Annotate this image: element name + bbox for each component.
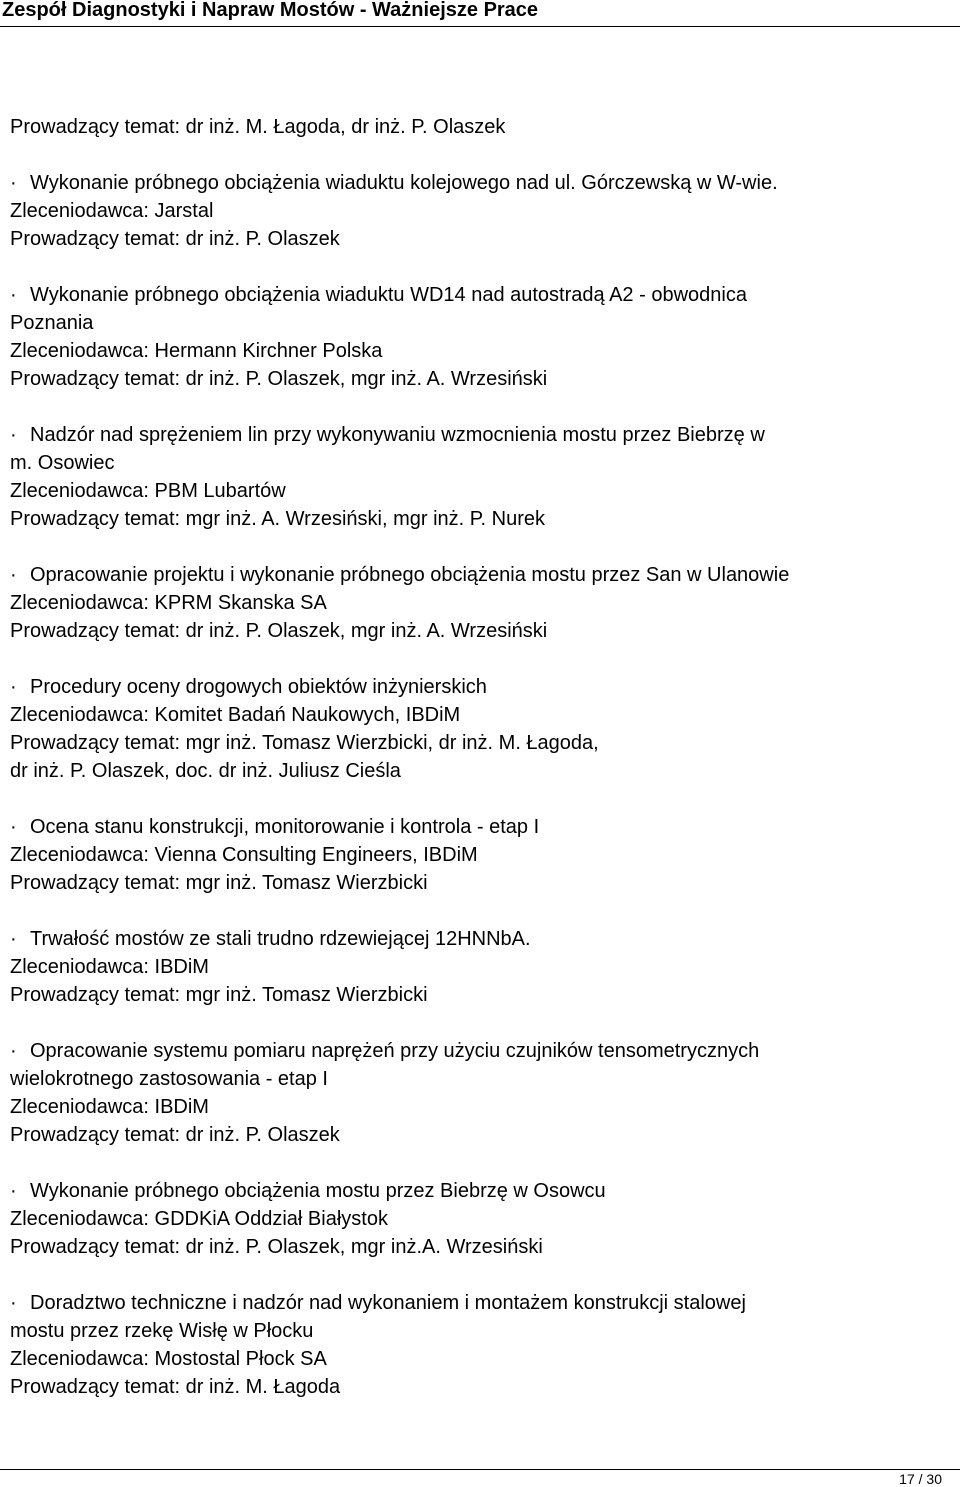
text-line (10, 757, 940, 785)
list-item-title (10, 561, 940, 589)
line-text: Prowadzący temat: mgr inż. Tomasz Wierzbicki (10, 984, 428, 1006)
line-text: wielokrotnego zastosowania - etap I (10, 1068, 328, 1090)
line-text: Zleceniodawca: PBM Lubartów (10, 480, 286, 502)
line-text: Poznania (10, 312, 94, 334)
footer-divider (0, 1469, 960, 1470)
line-text: Zleceniodawca: IBDiM (10, 1096, 209, 1118)
line-text: Zleceniodawca: Mostostal Płock SA (10, 1348, 327, 1370)
line-text: Prowadzący temat: dr inż. P. Olaszek (10, 228, 340, 250)
line-text: Prowadzący temat: dr inż. P. Olaszek, mgr inż. A. Wrzesiński (10, 620, 548, 642)
text-line (10, 1065, 940, 1093)
line-text: Prowadzący temat: dr inż. M. Łagoda (10, 1376, 341, 1398)
bullet-icon: · (10, 928, 17, 950)
list-item-title (10, 925, 940, 953)
bullet-icon: · (10, 1180, 17, 1202)
line-text: Prowadzący temat: mgr inż. A. Wrzesiński, mgr inż. P. Nurek (10, 508, 545, 530)
line-text: Wykonanie próbnego obciążenia wiaduktu WD14 nad autostradą A2 - obwodnica (30, 284, 747, 306)
text-line (10, 449, 940, 477)
line-text: Ocena stanu konstrukcji, monitorowanie i kontrola - etap I (30, 816, 540, 838)
list-item-title (10, 1177, 940, 1205)
line-text: Wykonanie próbnego obciążenia mostu przez Biebrzę w Osowcu (30, 1180, 606, 1202)
line-text: Trwałość mostów ze stali trudno rdzewiejącej 12HNNbA. (30, 928, 531, 950)
text-line (10, 1093, 940, 1121)
bullet-icon: · (10, 284, 17, 306)
text-line (10, 1233, 940, 1261)
list-item-title (10, 813, 940, 841)
text-line (10, 589, 940, 617)
text-line (10, 953, 940, 981)
text-line (10, 477, 940, 505)
text-line (10, 337, 940, 365)
paragraph-gap (10, 897, 940, 925)
page-title: Zespół Diagnostyki i Napraw Mostów - Ważniejsze Prace (2, 0, 539, 21)
line-text: Opracowanie systemu pomiaru naprężeń przy użyciu czujników tensometrycznych (30, 1040, 760, 1062)
header-divider (0, 26, 960, 27)
text-line (10, 309, 940, 337)
line-text: Prowadzący temat: mgr inż. Tomasz Wierzbicki (10, 872, 428, 894)
line-text: Opracowanie projektu i wykonanie próbnego obciążenia mostu przez San w Ulanowie (30, 564, 790, 586)
text-line (10, 1205, 940, 1233)
bullet-icon: · (10, 1292, 17, 1314)
line-text: Prowadzący temat: dr inż. M. Łagoda, dr inż. P. Olaszek (10, 116, 506, 138)
line-text: Zleceniodawca: KPRM Skanska SA (10, 592, 327, 614)
text-line (10, 701, 940, 729)
text-line (10, 1121, 940, 1149)
bullet-icon: · (10, 1040, 17, 1062)
text-line (10, 225, 940, 253)
bullet-icon: · (10, 816, 17, 838)
text-line (10, 841, 940, 869)
paragraph-gap (10, 1009, 940, 1037)
paragraph-gap (10, 645, 940, 673)
line-text: Zleceniodawca: Komitet Badań Naukowych, IBDiM (10, 704, 461, 726)
bullet-icon: · (10, 172, 17, 194)
list-item-title (10, 673, 940, 701)
paragraph-gap (10, 1149, 940, 1177)
text-line (10, 617, 940, 645)
bullet-icon: · (10, 424, 17, 446)
paragraph-gap (10, 785, 940, 813)
paragraph-gap (10, 253, 940, 281)
list-item-title (10, 421, 940, 449)
text-line (10, 1345, 940, 1373)
line-text: Zleceniodawca: IBDiM (10, 956, 209, 978)
line-text: Prowadzący temat: dr inż. P. Olaszek (10, 1124, 340, 1146)
page-number: 17 / 30 (899, 1471, 942, 1487)
line-text: Zleceniodawca: GDDKiA Oddział Białystok (10, 1208, 388, 1230)
line-text: Zleceniodawca: Vienna Consulting Engineers, IBDiM (10, 844, 478, 866)
line-text: Doradztwo techniczne i nadzór nad wykonaniem i montażem konstrukcji stalowej (30, 1292, 746, 1314)
line-text: Nadzór nad sprężeniem lin przy wykonywaniu wzmocnienia mostu przez Biebrzę w (30, 424, 765, 446)
paragraph-gap (10, 393, 940, 421)
line-text: dr inż. P. Olaszek, doc. dr inż. Juliusz Cieśla (10, 760, 401, 782)
paragraph-gap (10, 1261, 940, 1289)
text-line (10, 1317, 940, 1345)
line-text: Zleceniodawca: Hermann Kirchner Polska (10, 340, 383, 362)
line-text: Prowadzący temat: dr inż. P. Olaszek, mgr inż.A. Wrzesiński (10, 1236, 543, 1258)
line-text: Prowadzący temat: mgr inż. Tomasz Wierzbicki, dr inż. M. Łagoda, (10, 732, 599, 754)
bullet-icon: · (10, 676, 17, 698)
text-line (10, 729, 940, 757)
list-item-title (10, 1289, 940, 1317)
text-line (10, 505, 940, 533)
text-line (10, 981, 940, 1009)
document-body (10, 113, 940, 1401)
line-text: Prowadzący temat: dr inż. P. Olaszek, mgr inż. A. Wrzesiński (10, 368, 548, 390)
list-item-title (10, 281, 940, 309)
text-line (10, 113, 940, 141)
list-item-title (10, 169, 940, 197)
line-text: mostu przez rzekę Wisłę w Płocku (10, 1320, 314, 1342)
text-line (10, 1373, 940, 1401)
line-text: Procedury oceny drogowych obiektów inżynierskich (30, 676, 487, 698)
list-item-title (10, 1037, 940, 1065)
text-line (10, 197, 940, 225)
paragraph-gap (10, 533, 940, 561)
text-line (10, 365, 940, 393)
page-header (0, 0, 960, 28)
paragraph-gap (10, 141, 940, 169)
text-line (10, 869, 940, 897)
line-text: Zleceniodawca: Jarstal (10, 200, 214, 222)
bullet-icon: · (10, 564, 17, 586)
line-text: m. Osowiec (10, 452, 115, 474)
line-text: Wykonanie próbnego obciążenia wiaduktu kolejowego nad ul. Górczewską w W-wie. (30, 172, 778, 194)
